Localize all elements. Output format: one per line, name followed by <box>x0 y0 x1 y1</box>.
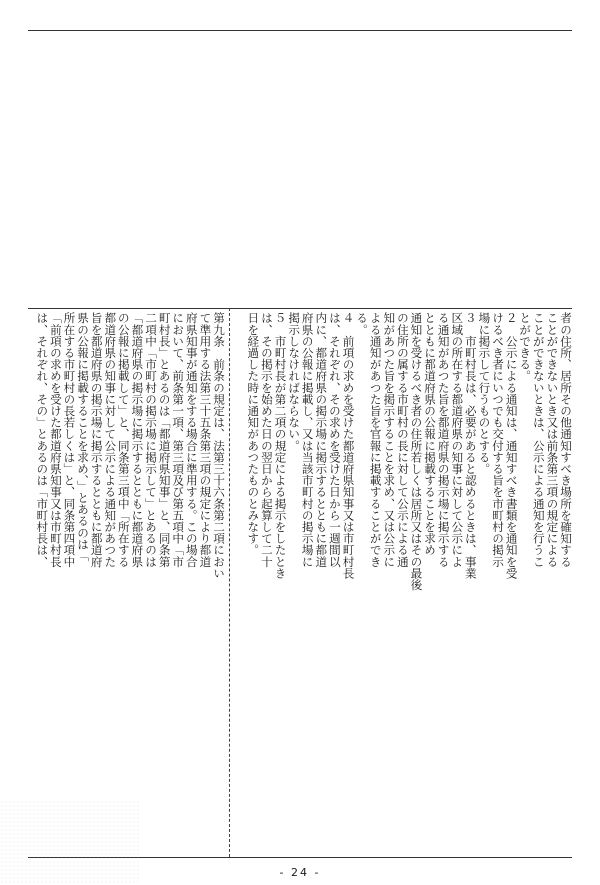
middle-line: は、それぞれ、その」とあるのは「市町村長は、 <box>35 312 50 568</box>
right-line: は、その掲示を始めた日の翌日から起算して二十 <box>259 312 274 568</box>
right-line: 区域の所在する都道府県の知事に対して公示によ <box>450 312 465 568</box>
right-line: ５ 市町村長が第二項の規定による掲示をしたとき <box>273 312 288 579</box>
right-line: は、それぞれ、その求めを受けた日から一週間以 <box>327 312 342 568</box>
middle-line: の公報に掲載して」と、同条第三項中「所在する <box>116 312 131 568</box>
middle-line: 「前項の求めを受けた都道府県知事又は市町村長 <box>48 312 63 568</box>
middle-line: において、前条第一項、第三項及び第五項中「市 <box>171 312 186 568</box>
column-divider-dotted <box>229 308 230 857</box>
middle-line: 県の公報に掲載することを求め、」とあるのは「 <box>76 312 91 562</box>
right-line: ２ 公示による通知は、通知すべき書類を通知を受 <box>504 312 519 579</box>
middle-rule <box>28 308 572 309</box>
right-line: 知があつた旨を掲示することを求め、又は公示に <box>382 312 397 568</box>
middle-line: 所在する市町村の長若しくは」と、同条第四項中 <box>62 312 77 568</box>
right-line: 者の住所、居所その他通知すべき場所を確知する <box>559 312 573 568</box>
right-line: ことができないときは、公示による通知を行うこ <box>531 312 546 568</box>
right-line: 通知を受けるべき者の住所若しくは居所又はその最後 <box>409 312 424 591</box>
right-line: ことができないとき又は前条第三項の規定による <box>545 312 560 568</box>
middle-line: て準用する法第三十五条第三項の規定により都道 <box>198 312 213 568</box>
right-line: ４ 前項の求めを受けた都道府県知事又は市町村長 <box>341 312 356 579</box>
right-line: 場に掲示して行うものとする。 <box>477 312 492 475</box>
middle-line: 「都道府県の掲示場に掲示するとともに都道府県 <box>130 312 145 568</box>
middle-line: 旨を都道府県の掲示場に掲示するとともに都道府 <box>89 312 104 568</box>
right-line: とともに都道府県の公報に掲載することを求め <box>423 312 438 556</box>
right-text-block <box>246 312 573 591</box>
middle-line: 府県知事が通知をする場合に準用する。この場合 <box>184 312 199 568</box>
right-line: よる通知があつた旨を官報に掲載することができ <box>368 312 383 568</box>
right-line: 日を経過した時に通知があつたものとみなす。 <box>246 312 261 556</box>
right-line: る。 <box>355 312 370 336</box>
top-rule <box>28 30 572 31</box>
right-line: とができる。 <box>518 312 533 382</box>
right-line: 掲示しなければならない。 <box>287 312 302 452</box>
right-line: ３ 市町村長は、必要があると認めるときは、事業 <box>463 312 478 579</box>
right-line: る通知があつた旨を都道府県の掲示場に掲示する <box>436 312 451 568</box>
middle-line: 二項中「市町村の掲示場に掲示して」とあるのは <box>144 312 159 568</box>
middle-line: 都道府県の知事に対して公示による通知があつた <box>103 312 118 568</box>
middle-line: 町村長」とあるのは「都道府県知事」と、同条第 <box>157 312 172 568</box>
right-line: けるべき者にいつでも交付する旨を市町村の掲示 <box>491 312 506 568</box>
right-line: 内に、都道府県の掲示場に掲示するとともに都道 <box>314 312 329 568</box>
middle-text-block <box>35 312 226 579</box>
middle-line: 第九条 前条の規定は、法第三十六条第二項におい <box>212 312 226 579</box>
right-line: の住所の属する市町村の長に対して公示による通 <box>395 312 410 568</box>
right-line: 府県の公報に掲載し、又は当該市町村の掲示場に <box>300 312 315 568</box>
page-number: - 24 - <box>279 866 321 879</box>
